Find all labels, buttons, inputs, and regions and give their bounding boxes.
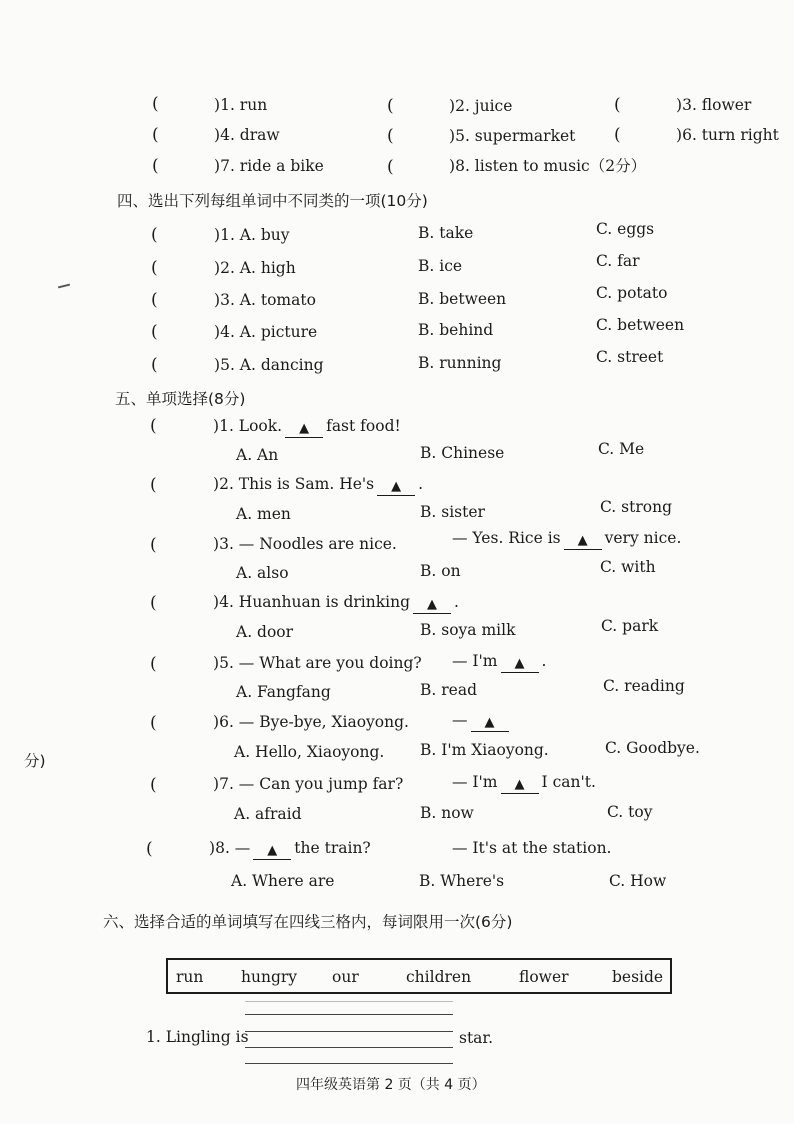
s4-option-b: B. ice — [418, 257, 463, 275]
s4-option-b: B. take — [418, 224, 474, 242]
answer-paren[interactable]: ( — [150, 775, 157, 795]
s5-reply-3: — Yes. Rice is ▲ very nice. — [452, 529, 682, 548]
answer-blank[interactable] — [285, 421, 323, 438]
section-4-title: 四、选出下列每组单词中不同类的一项(10分) — [117, 192, 428, 210]
answer-paren[interactable]: ( — [150, 593, 157, 613]
s5-question-1: )1. Look. ▲ fast food! — [213, 417, 401, 436]
margin-note: 分) — [24, 752, 46, 770]
triangle-icon: ▲ — [391, 479, 402, 494]
word-bank-word: beside — [612, 968, 664, 986]
s5-question-3: )3. — Noodles are nice. — [213, 535, 397, 553]
s3-item-8: )8. listen to music（2分） — [449, 157, 647, 175]
s5-option-b: B. Chinese — [420, 444, 505, 462]
s5-question-5: )5. — What are you doing? — [213, 654, 422, 672]
triangle-icon: ▲ — [514, 656, 525, 671]
s5-reply-8: — It's at the station. — [452, 839, 612, 857]
triangle-icon: ▲ — [577, 533, 588, 548]
answer-blank[interactable] — [501, 777, 539, 794]
s5-option-c: C. Goodbye. — [605, 739, 700, 757]
word-bank — [166, 958, 672, 994]
s5-option-a: A. Hello, Xiaoyong. — [234, 743, 385, 761]
s5-option-b: B. soya milk — [420, 621, 516, 639]
s4-option-c: C. far — [596, 252, 640, 270]
s5-question-8: )8. — ▲ the train? — [209, 839, 371, 858]
word-bank-word: run — [176, 968, 204, 986]
triangle-icon: ▲ — [299, 421, 310, 436]
s3-item-7: )7. ride a bike — [214, 157, 324, 175]
s5-option-a: A. Fangfang — [236, 683, 331, 701]
page-footer: 四年级英语第 2 页（共 4 页） — [296, 1077, 486, 1093]
s5-option-b: B. now — [420, 804, 474, 822]
s4-option-b: B. behind — [418, 321, 494, 339]
s5-option-c: C. with — [600, 558, 656, 576]
s5-option-c: C. toy — [607, 803, 653, 821]
section-5-title: 五、单项选择(8分) — [115, 390, 246, 408]
s6-question-1-prefix: 1. Lingling is — [146, 1028, 249, 1046]
triangle-icon: ▲ — [427, 597, 438, 612]
answer-blank[interactable] — [413, 597, 451, 614]
word-bank-word: flower — [519, 968, 569, 986]
s5-option-b: B. Where's — [419, 872, 505, 890]
answer-paren[interactable]: ( — [151, 258, 158, 278]
answer-paren[interactable]: ( — [387, 157, 394, 177]
answer-paren[interactable]: ( — [151, 355, 158, 375]
s5-option-a: A. also — [236, 564, 289, 582]
s4-option-c: C. potato — [596, 284, 668, 302]
s5-question-2: )2. This is Sam. He's ▲ . — [213, 475, 424, 494]
answer-paren[interactable]: ( — [150, 713, 157, 733]
answer-blank[interactable] — [377, 479, 415, 496]
s3-item-6: )6. turn right — [676, 126, 779, 144]
answer-paren[interactable]: ( — [152, 94, 159, 114]
s3-item-3: )3. flower — [676, 96, 752, 114]
grid-line — [245, 1047, 453, 1048]
grid-line — [245, 1001, 453, 1002]
s4-item-5: )5. A. dancing — [214, 356, 324, 374]
word-bank-word: children — [406, 968, 472, 986]
s4-item-4: )4. A. picture — [214, 323, 318, 341]
grid-line — [245, 1031, 453, 1032]
pen-mark — [58, 284, 70, 289]
s5-question-7: )7. — Can you jump far? — [213, 775, 404, 793]
s5-option-c: C. How — [609, 872, 667, 890]
s5-question-4: )4. Huanhuan is drinking ▲ . — [213, 593, 459, 612]
answer-paren[interactable]: ( — [614, 95, 621, 115]
answer-paren[interactable]: ( — [152, 156, 159, 176]
answer-paren[interactable]: ( — [151, 225, 158, 245]
s3-item-1: )1. run — [214, 96, 268, 114]
s5-option-c: C. strong — [600, 498, 672, 516]
s3-item-2: )2. juice — [449, 97, 513, 115]
triangle-icon: ▲ — [484, 715, 495, 730]
answer-paren[interactable]: ( — [150, 654, 157, 674]
s5-reply-6: — ▲ — [452, 713, 512, 732]
s4-item-1: )1. A. buy — [214, 226, 290, 244]
answer-paren[interactable]: ( — [146, 839, 153, 859]
section-6-title: 六、选择合适的单词填写在四线三格内，每词限用一次(6分) — [103, 913, 513, 931]
answer-paren[interactable]: ( — [387, 96, 394, 116]
answer-paren[interactable]: ( — [151, 322, 158, 342]
grid-line — [245, 1014, 453, 1015]
s5-option-a: A. An — [236, 446, 279, 464]
answer-paren[interactable]: ( — [614, 125, 621, 145]
s4-option-c: C. between — [596, 316, 685, 334]
s3-item-5: )5. supermarket — [449, 127, 576, 145]
s6-question-1-suffix: star. — [459, 1029, 494, 1047]
answer-blank[interactable] — [501, 656, 539, 673]
s5-option-a: A. door — [236, 623, 294, 641]
triangle-icon: ▲ — [514, 777, 525, 792]
s5-option-b: B. on — [420, 562, 461, 580]
answer-paren[interactable]: ( — [151, 290, 158, 310]
s5-reply-7: — I'm ▲ I can't. — [452, 773, 596, 792]
word-bank-word: hungry — [241, 968, 298, 986]
s4-option-c: C. eggs — [596, 220, 655, 238]
s5-option-a: A. Where are — [231, 872, 335, 890]
s5-option-a: A. afraid — [234, 805, 302, 823]
s4-item-2: )2. A. high — [214, 259, 296, 277]
s4-item-3: )3. A. tomato — [214, 291, 316, 309]
s5-question-6: )6. — Bye-bye, Xiaoyong. — [213, 713, 409, 731]
answer-paren[interactable]: ( — [150, 535, 157, 555]
answer-paren[interactable]: ( — [150, 475, 157, 495]
s4-option-c: C. street — [596, 348, 664, 366]
answer-paren[interactable]: ( — [387, 126, 394, 146]
s4-option-b: B. running — [418, 354, 502, 372]
s5-option-b: B. I'm Xiaoyong. — [420, 741, 549, 759]
answer-blank[interactable] — [471, 715, 509, 732]
s5-option-c: C. park — [601, 617, 659, 635]
s5-reply-5: — I'm ▲ . — [452, 652, 547, 671]
s5-option-c: C. reading — [603, 677, 685, 695]
answer-paren[interactable]: ( — [152, 125, 159, 145]
grid-line — [245, 1063, 453, 1064]
answer-blank[interactable] — [564, 533, 602, 550]
triangle-icon: ▲ — [267, 843, 278, 858]
answer-blank[interactable] — [253, 843, 291, 860]
s5-option-a: A. men — [236, 505, 291, 523]
s4-option-b: B. between — [418, 290, 507, 308]
s5-option-c: C. Me — [598, 440, 645, 458]
answer-paren[interactable]: ( — [150, 416, 157, 436]
word-bank-word: our — [332, 968, 359, 986]
s5-option-b: B. read — [420, 681, 477, 699]
s5-option-b: B. sister — [420, 503, 485, 521]
s3-item-4: )4. draw — [214, 126, 280, 144]
